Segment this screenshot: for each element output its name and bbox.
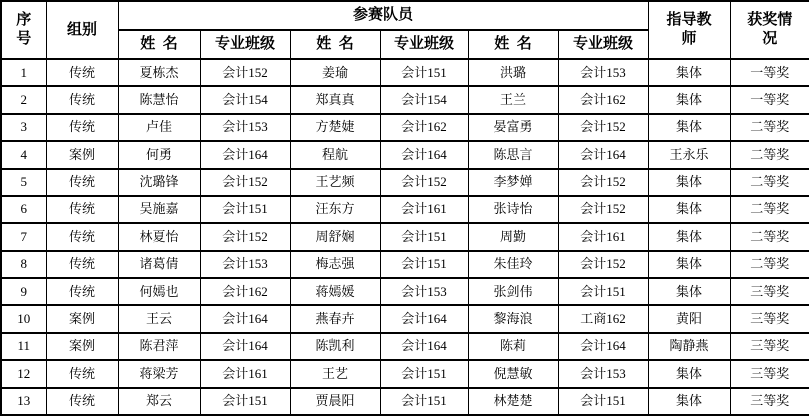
- cell-group: 传统: [46, 278, 118, 305]
- cell-award: 二等奖: [730, 223, 809, 250]
- table-header: [1, 1, 809, 59]
- table-row: [1, 388, 809, 416]
- cell-group: 案例: [46, 333, 118, 360]
- cell-award: 二等奖: [730, 114, 809, 141]
- table-row: [1, 114, 809, 141]
- cell-member3-name: 周勤: [468, 223, 558, 250]
- cell-member2-name: 周舒娴: [290, 223, 380, 250]
- cell-award: 一等奖: [730, 59, 809, 86]
- table-row: [1, 169, 809, 196]
- cell-member2-class: 会计164: [380, 141, 468, 168]
- table-row: [1, 196, 809, 223]
- cell-member3-name: 陈莉: [468, 333, 558, 360]
- table-row: [1, 59, 809, 86]
- cell-member3-class: 会计152: [558, 251, 648, 278]
- cell-member2-name: 汪东方: [290, 196, 380, 223]
- cell-member1-name: 诸葛倩: [118, 251, 200, 278]
- cell-advisor: 王永乐: [648, 141, 730, 168]
- cell-member2-class: 会计151: [380, 388, 468, 416]
- cell-member1-name: 陈君萍: [118, 333, 200, 360]
- cell-member1-class: 会计152: [200, 223, 290, 250]
- cell-award: 二等奖: [730, 169, 809, 196]
- cell-advisor: 集体: [648, 169, 730, 196]
- cell-member3-name: 洪璐: [468, 59, 558, 86]
- cell-member2-class: 会计154: [380, 86, 468, 113]
- cell-advisor: 集体: [648, 360, 730, 387]
- cell-advisor: 集体: [648, 86, 730, 113]
- cell-member2-name: 王艺频: [290, 169, 380, 196]
- cell-serial: 9: [1, 278, 46, 305]
- cell-member3-class: 工商162: [558, 305, 648, 332]
- cell-member2-name: 郑真真: [290, 86, 380, 113]
- table-row: [1, 223, 809, 250]
- cell-group: 传统: [46, 251, 118, 278]
- cell-serial: 3: [1, 114, 46, 141]
- cell-member2-class: 会计151: [380, 251, 468, 278]
- cell-member3-class: 会计151: [558, 388, 648, 416]
- cell-member3-class: 会计152: [558, 169, 648, 196]
- cell-member1-class: 会计153: [200, 251, 290, 278]
- table-body: [1, 59, 809, 415]
- cell-award: 二等奖: [730, 251, 809, 278]
- cell-member1-class: 会计161: [200, 360, 290, 387]
- cell-member2-name: 姜瑜: [290, 59, 380, 86]
- cell-member1-name: 沈璐锋: [118, 169, 200, 196]
- cell-member1-name: 卢佳: [118, 114, 200, 141]
- cell-member3-name: 林楚楚: [468, 388, 558, 416]
- header-member-name-3: 姓 名: [468, 30, 558, 59]
- cell-member3-class: 会计164: [558, 333, 648, 360]
- cell-member1-class: 会计164: [200, 333, 290, 360]
- cell-member2-class: 会计162: [380, 114, 468, 141]
- cell-member1-name: 吴施嘉: [118, 196, 200, 223]
- header-row-top: [1, 1, 809, 30]
- cell-member2-class: 会计151: [380, 59, 468, 86]
- cell-member3-class: 会计152: [558, 114, 648, 141]
- cell-advisor: 集体: [648, 278, 730, 305]
- cell-advisor: 集体: [648, 223, 730, 250]
- cell-member1-name: 何嫣也: [118, 278, 200, 305]
- cell-member1-class: 会计162: [200, 278, 290, 305]
- cell-member1-name: 蒋梁芳: [118, 360, 200, 387]
- cell-member1-class: 会计164: [200, 141, 290, 168]
- header-member-name-2: 姓 名: [290, 30, 380, 59]
- cell-award: 二等奖: [730, 196, 809, 223]
- cell-group: 案例: [46, 305, 118, 332]
- table-row: [1, 305, 809, 332]
- cell-serial: 5: [1, 169, 46, 196]
- cell-member3-class: 会计161: [558, 223, 648, 250]
- header-group-label: 组别: [66, 21, 97, 38]
- table-row: [1, 278, 809, 305]
- cell-serial: 7: [1, 223, 46, 250]
- cell-member3-name: 张剑伟: [468, 278, 558, 305]
- header-member-class-2: 专业班级: [380, 30, 468, 59]
- cell-serial: 11: [1, 333, 46, 360]
- header-team-members: [118, 1, 648, 30]
- cell-serial: 8: [1, 251, 46, 278]
- cell-advisor: 陶静燕: [648, 333, 730, 360]
- cell-member2-name: 贾晨阳: [290, 388, 380, 416]
- cell-serial: 1: [1, 59, 46, 86]
- cell-award: 一等奖: [730, 86, 809, 113]
- cell-member3-class: 会计152: [558, 196, 648, 223]
- cell-award: 三等奖: [730, 305, 809, 332]
- cell-advisor: 集体: [648, 251, 730, 278]
- cell-member2-class: 会计153: [380, 278, 468, 305]
- cell-member2-class: 会计152: [380, 169, 468, 196]
- table-row: [1, 251, 809, 278]
- cell-member1-name: 郑云: [118, 388, 200, 416]
- table-row: [1, 141, 809, 168]
- cell-advisor: 集体: [648, 388, 730, 416]
- cell-member3-name: 晏富勇: [468, 114, 558, 141]
- cell-member1-name: 何勇: [118, 141, 200, 168]
- cell-member2-class: 会计161: [380, 196, 468, 223]
- cell-member1-class: 会计152: [200, 169, 290, 196]
- cell-member1-name: 陈慧怡: [118, 86, 200, 113]
- header-team-members-label: 参赛队员: [353, 7, 414, 24]
- cell-member3-class: 会计162: [558, 86, 648, 113]
- cell-member2-class: 会计164: [380, 333, 468, 360]
- cell-award: 三等奖: [730, 278, 809, 305]
- cell-member3-class: 会计164: [558, 141, 648, 168]
- header-group: [46, 1, 118, 59]
- cell-member2-class: 会计151: [380, 360, 468, 387]
- cell-member3-name: 王兰: [468, 86, 558, 113]
- cell-award: 二等奖: [730, 141, 809, 168]
- cell-group: 传统: [46, 223, 118, 250]
- header-member-class-1: 专业班级: [200, 30, 290, 59]
- header-serial-label: 序号: [16, 11, 32, 47]
- cell-serial: 12: [1, 360, 46, 387]
- cell-member1-class: 会计151: [200, 196, 290, 223]
- cell-group: 传统: [46, 114, 118, 141]
- cell-member3-name: 朱佳玲: [468, 251, 558, 278]
- cell-group: 案例: [46, 141, 118, 168]
- header-advisor-label: 指导教师: [666, 11, 712, 47]
- cell-member2-name: 燕春卉: [290, 305, 380, 332]
- cell-group: 传统: [46, 86, 118, 113]
- cell-member2-class: 会计164: [380, 305, 468, 332]
- cell-member1-name: 林夏怡: [118, 223, 200, 250]
- header-award: [730, 1, 809, 59]
- cell-member2-name: 程航: [290, 141, 380, 168]
- cell-group: 传统: [46, 196, 118, 223]
- cell-member1-name: 夏栋杰: [118, 59, 200, 86]
- cell-serial: 2: [1, 86, 46, 113]
- cell-advisor: 集体: [648, 196, 730, 223]
- cell-group: 传统: [46, 59, 118, 86]
- cell-group: 传统: [46, 169, 118, 196]
- cell-advisor: 集体: [648, 114, 730, 141]
- cell-member2-name: 梅志强: [290, 251, 380, 278]
- cell-member1-class: 会计154: [200, 86, 290, 113]
- cell-serial: 13: [1, 388, 46, 416]
- cell-member2-class: 会计151: [380, 223, 468, 250]
- cell-group: 传统: [46, 360, 118, 387]
- cell-serial: 4: [1, 141, 46, 168]
- header-serial: [1, 1, 46, 59]
- cell-member2-name: 蒋嫣媛: [290, 278, 380, 305]
- cell-member3-name: 李梦婵: [468, 169, 558, 196]
- cell-award: 三等奖: [730, 333, 809, 360]
- cell-member1-name: 王云: [118, 305, 200, 332]
- cell-member1-class: 会计153: [200, 114, 290, 141]
- cell-member2-name: 陈凯利: [290, 333, 380, 360]
- header-member-class-3: 专业班级: [558, 30, 648, 59]
- cell-member1-class: 会计164: [200, 305, 290, 332]
- cell-member3-class: 会计153: [558, 360, 648, 387]
- table-row: [1, 333, 809, 360]
- table-row: [1, 86, 809, 113]
- cell-member2-name: 王艺: [290, 360, 380, 387]
- cell-member3-name: 倪慧敏: [468, 360, 558, 387]
- cell-member3-name: 陈思言: [468, 141, 558, 168]
- cell-group: 传统: [46, 388, 118, 416]
- cell-award: 三等奖: [730, 360, 809, 387]
- cell-member3-class: 会计153: [558, 59, 648, 86]
- cell-member1-class: 会计152: [200, 59, 290, 86]
- table-row: [1, 360, 809, 387]
- cell-member3-name: 张诗怡: [468, 196, 558, 223]
- header-member-name-1: 姓 名: [118, 30, 200, 59]
- cell-advisor: 黄阳: [648, 305, 730, 332]
- cell-serial: 6: [1, 196, 46, 223]
- cell-member1-class: 会计151: [200, 388, 290, 416]
- cell-member2-name: 方楚婕: [290, 114, 380, 141]
- cell-member3-name: 黎海浪: [468, 305, 558, 332]
- cell-award: 三等奖: [730, 388, 809, 416]
- cell-serial: 10: [1, 305, 46, 332]
- header-advisor: [648, 1, 730, 59]
- cell-advisor: 集体: [648, 59, 730, 86]
- header-award-label: 获奖情况: [747, 11, 793, 47]
- cell-member3-class: 会计151: [558, 278, 648, 305]
